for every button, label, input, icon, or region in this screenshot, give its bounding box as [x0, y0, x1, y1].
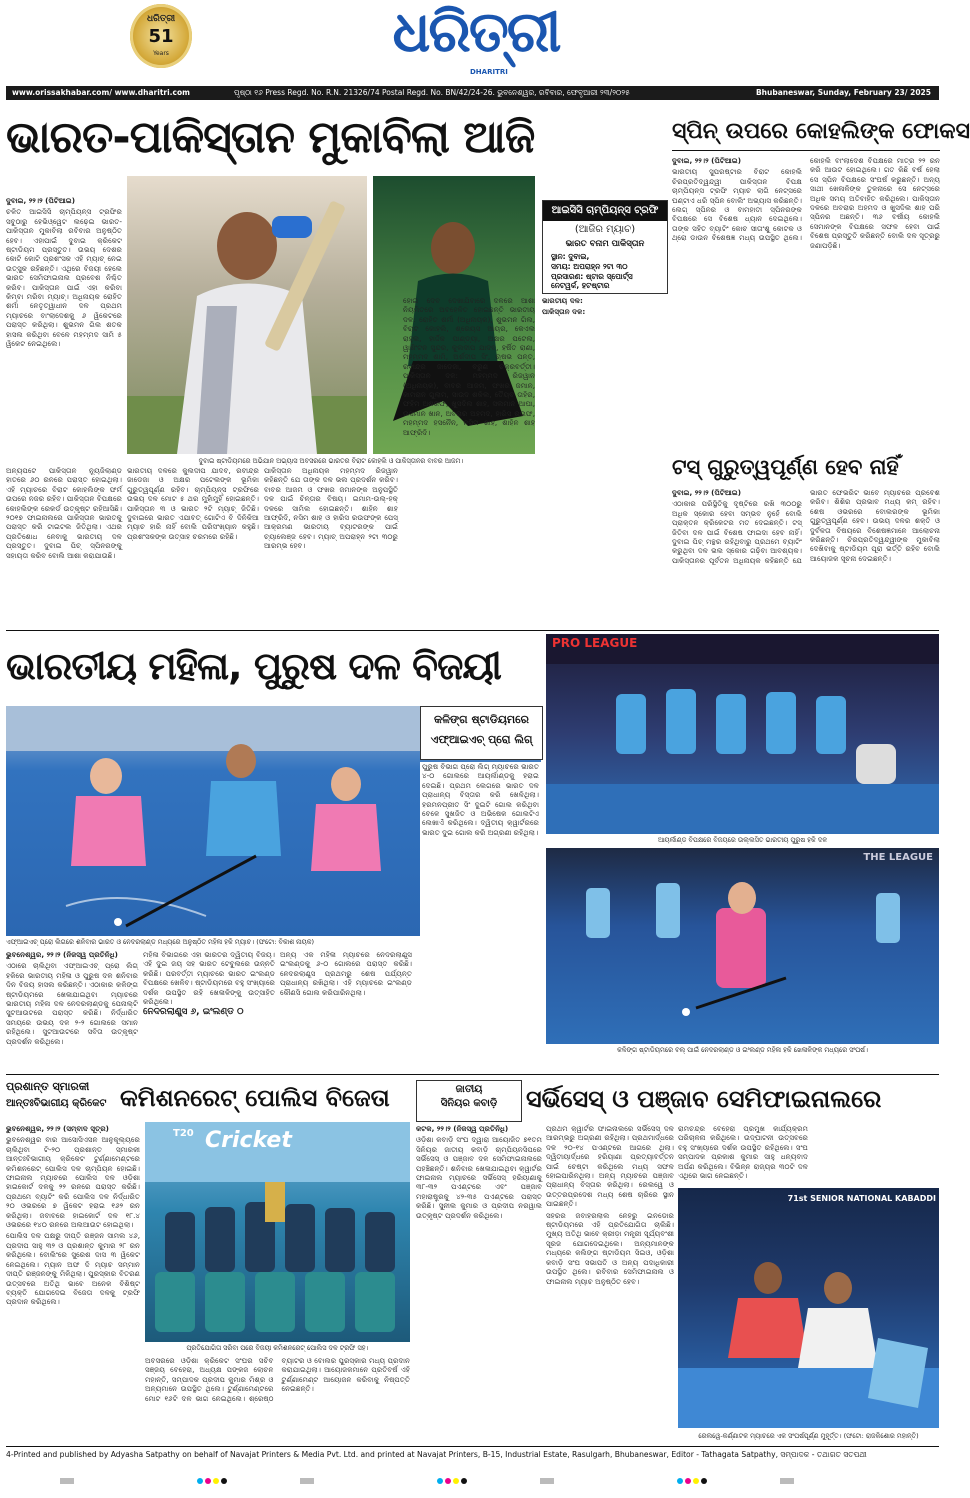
women-duel-figure [546, 848, 939, 1044]
main-headline: ଭାରତ-ପାକିସ୍ତାନ ମୁକାବିଲା ଆଜି [6, 112, 535, 163]
match-box-broadcast: ପ୍ରସାରଣ: ଷ୍ଟାର ସ୍ପୋର୍ଟ୍ସ ନେଟୱର୍କ, ହଟଷ୍ଟାର [551, 272, 633, 290]
cricket-photo-banner: Cricket [205, 1128, 292, 1153]
hockey-men-caption: ଆୟର୍ଲାଣ୍ଡ ବିପକ୍ଷରେ ବିଜୟରେ ଉଲ୍ଲସିତ ଭାରତୀୟ ପୁରୁଷ ହକି ଦଳ [657, 836, 828, 844]
main-photo-caption: ଦୁବାଇ ଷ୍ଟାଡିୟମରେ ଅଭିଯାନ ଅଭ୍ୟାସ ଅବସରରେ ଭାରତର ବିରାଟ କୋହଲି ଓ ପାକିସ୍ତାନର ବାବର ଆଜମ। [198, 457, 464, 465]
kabaddi-dateline: କଟକ, ୨୨।୨ (ନିଜସ୍ୱ ପ୍ରତିନିଧି) [416, 1124, 509, 1133]
kohli-text: ଭାରତୀୟ ସୁପରଷ୍ଟାର ବିରାଟ କୋହଲି ଚିରପ୍ରତିଦ୍ୱନ୍ଦ୍ୱୀ ପାକିସ୍ତାନ ବିପକ୍ଷ ଚାମ୍ପିୟନ୍ସ ଟ୍ରଫି ମ୍ୟାଚ ଲାଗି ନେଟ୍ସରେ ଘଣ୍ଟାଏ ଧରି ସ୍ପିନ ବୋଲିଂ ଅଭ୍ୟାସ କରିଛନ୍ତି। ଲେଗ୍ ସ୍ପିନର ଓ ବାମହାତୀ ସ୍ପିନରଙ୍କ ବିପକ୍ଷରେ ସେ ବିଶେଷ ଧ୍ୟାନ ଦେଇଥିଲେ। ତାଙ୍କ ସହିତ ବ୍ୟାଟିଂ କୋଚ ସୀତାଂଶୁ କୋଟକ ଓ ଥ୍ରୋ ଡାଉନ ବିଶେଷଜ୍ଞ ମଧ୍ୟ ଉପସ୍ଥିତ ଥିଲେ। କୋହଲି ବାଂଲାଦେଶ ବିପକ୍ଷରେ ମାତ୍ର ୨୨ ରନ କରି ଆଉଟ ହୋଇଥିଲେ। ଗତ କିଛି ବର୍ଷ ହେଲା ସେ ସ୍ପିନ ବିପକ୍ଷରେ ସଂଘର୍ଷ କରୁଛନ୍ତି। ଅନ୍ୟ ସାଥୀ ଖେଳାଳିଙ୍କ ତୁଳନାରେ ସେ ନେଟ୍ସରେ ଅଧିକ ସମୟ ଅତିବାହିତ କରିଥିଲେ। ପାକିସ୍ତାନ ଦଳରେ ଅବରାର ଅହମଦ ଓ ଖୁସଦିଲ ଶାହ ପରି ସ୍ପିନର ଅଛନ୍ତି। ୩୬ ବର୍ଷୀୟ କୋହଲି ସେମାନଙ୍କ ବିପକ୍ଷରେ ସଫଳ ହେବା ପାଇଁ ବିଶେଷ ପ୍ରସ୍ତୁତି କରିଛନ୍ତି ବୋଲି ଦଳ ସୂତ୍ରରୁ ଜଣାପଡ଼ିଛି। [672, 156, 940, 250]
hockey-women2-photo [546, 848, 939, 1044]
squads-text: ହୋଇ ଦେବ ଦେଖାଯିବାରେ ଦଳରେ ଆଶା ନିୟମିତରେ ଅବହେଳିତ ହୋଇଛନ୍ତି ଭାରତୀୟ ଦଳ: ରୋହିତ ଶର୍ମା (ଅଧିନାୟକ), ଶୁଭମନ ଗିଲ, ବିରାଟ କୋହଲି, ଶ୍ରେୟସ ଆୟର, କେଏଲ ରାହୁଲ, ହାର୍ଦ୍ଦିକ ପାଣ୍ଡ୍ୟା, ଅକ୍ଷର ପଟେଲ, ୱାଶିଂଟନ ସୁନ୍ଦର, କୁଲଦୀପ ଯାଦବ, ହର୍ଷିତ ରାଣା, ମହମ୍ମଦ ଶାମି, ଅର୍ଶଦୀପ ସିଂ, ଋଷଭ ପନ୍ତ, ରବୀନ୍ଦ୍ର ଜାଡେଜା, ବରୁଣ ଚକ୍ରବର୍ତ୍ତୀ। ପାକିସ୍ତାନ ଦଳ: ମହମ୍ମଦ ରିଜୱାନ (ଅଧିନାୟକ), ବାବର ଆଜମ, ଫଖର ଜମାନ, କାମରାନ ଗୁଲାମ, ସାଉଦ ଶକିଲ, ତୈୟବ ତାହିର, ଫହିମ ଅଶରଫ, ଖୁସଦିଲ ଶାହ, ସଲମାନ ଆଘା, ଉସମାନ ଖାନ, ଅବରାର ଅହମଦ, ହାରିସ ରଉଫ, ମହମ୍ମଦ ହସନୈନ, ନସିମ ଶାହ, ଶାହିନ ଶାହ ଆଫ୍ରିଦି। [403, 296, 535, 437]
squads-col [403, 296, 535, 626]
kabaddi-col-3 [678, 1124, 808, 1184]
badge-number: 51 [148, 26, 174, 47]
cricket-team-photo [145, 1122, 410, 1342]
pro-league-banner: PRO LEAGUE [552, 636, 638, 650]
kabaddi-players-figure [678, 1188, 939, 1428]
hockey-text-3: ମହିଳା ବିଭାଗରେ ଏହା ଭାରତର ଦ୍ୱିତୀୟ ବିଜୟ। ଏହି ଦୁଇ ଜୟ ସହ ଭାରତ ଟେବୁଲରେ ଉନ୍ନତି କରିଛି। ପରବର୍ତ୍ତୀ ମ୍ୟାଚରେ ଭାରତ ଇଂଲଣ୍ଡ ବିପକ୍ଷରେ ଖେଳିବ। ଷ୍ଟାଡିୟମରେ ବହୁ ସଂଖ୍ୟାରେ ଦର୍ଶକ ଉପସ୍ଥିତ ରହି ଖେଳାଳିଙ୍କୁ ଉତ୍ସାହିତ କରିଥିଲେ। [143, 950, 275, 1007]
match-info-box [542, 200, 668, 294]
cricket-kicker-line2: ଆନ୍ତଃବିଭାଗୀୟ କ୍ରିକେଟ [6, 1098, 107, 1109]
hockey-men-photo [546, 634, 939, 834]
registration-marks [0, 1470, 945, 1494]
main-story-col-4 [264, 466, 398, 626]
kabaddi-kicker [416, 1080, 522, 1122]
website-links[interactable]: www.orissakhabar.com/ www.dharitri.com [12, 88, 190, 97]
cricket-col-2 [145, 1356, 410, 1444]
hockey-women2-caption: କଳିଙ୍ଗ ଷ୍ଟାଡିୟମରେ ବଲ୍ ପାଇଁ ନେଦରଲାଣ୍ଡ ଓ ଇଂଲଣ୍ଡ ମହିଳା ହକି ଖେଳାଳିଙ୍କ ମଧ୍ୟରେ ସଂଘର୍ଷ। [617, 1046, 868, 1054]
squad-india-label: ଭାରତୀୟ ଦଳ: [542, 296, 583, 305]
match-box-time: ସମୟ: ଅପରାହ୍ନ ୨ଟା ୩୦ [551, 262, 628, 271]
hockey-main-caption: ଏଫ୍ଆଇଏଚ୍ ପ୍ରୋ ଲିଗରେ ଶନିବାର ଭାରତ ଓ ନେଦରଲାଣ୍ଡ ମଧ୍ୟରେ ଅନୁଷ୍ଠିତ ମହିଳା ହକି ମ୍ୟାଚ। (ଫଟୋ: ବିକାଶ ନାୟକ) [6, 938, 315, 946]
main-story-col-1 [6, 196, 122, 454]
toss-story-body [672, 488, 940, 626]
top-info-bar [6, 86, 939, 100]
main-dateline: ଦୁବାଇ, ୨୨।୨ (ପିଟିଆଇ) [6, 196, 76, 205]
kabaddi-text-4: ରାମଚନ୍ଦ୍ର ବେହେରା ପ୍ରମୁଖ କାର୍ଯ୍ୟକ୍ରମ ପରିଚାଳନା କରିଥିଲେ। ଉଦ୍‌ଘାଟନୀ ଉତ୍ସବରେ ବହୁ ସଂଖ୍ୟାରେ ଦର୍ଶକ ଉପସ୍ଥିତ ରହିଥିଲେ। ସଂଘ ସମ୍ପାଦକ ପ୍ରକାଶ କୁମାର ସାହୁ ଧନ୍ୟବାଦ ଅର୍ପଣ କରିଥିଲେ। ବିଭିନ୍ନ ରାଜ୍ୟର ୩୦ଟି ଦଳ ଏଥିରେ ଭାଗ ନେଇଛନ୍ତି। [678, 1124, 808, 1181]
newspaper-logo[interactable]: ଧରିତ୍ରୀ [392, 0, 560, 65]
badge-top-text: ଧରିତ୍ରୀ [146, 14, 176, 24]
kabaddi-headline: ସର୍ଭିସେସ୍ ଓ ପଞ୍ଜାବ ସେମିଫାଇନାଲରେ [526, 1085, 882, 1113]
main-text-4: ପାକିସ୍ତାନ ଅଧିନାୟକ ମହମ୍ମଦ ରିଜୱାନ କହିଛନ୍ତି ଯେ ତାଙ୍କ ଦଳ ଭଲ ପ୍ରଦର୍ଶନ କରିବ। ବାବର ଆଜମ ଓ ଫଖର ଜମାନଙ୍କ ଅନୁପସ୍ଥିତି ଦଳ ପାଇଁ ଚିନ୍ତାର ବିଷୟ। ଇମାମ-ଉଲ୍-ହକ୍ ଦଳରେ ସାମିଲ ହୋଇଛନ୍ତି। ଶାହିନ ଶାହ ଆଫ୍ରିଦି, ନସିମ ଶାହ ଓ ହାରିସ ରଉଫଙ୍କ ପେସ୍ ଆକ୍ରମଣ ଭାରତୀୟ ବ୍ୟାଟରଙ୍କ ପାଇଁ ଚ୍ୟାଲେଞ୍ଜ ହେବ। ମ୍ୟାଚ୍ ଅପରାହ୍ନ ୨ଟା ୩୦ରୁ ଆରମ୍ଭ ହେବ। [264, 466, 398, 551]
kohli-dateline: ଦୁବାଇ, ୨୨।୨ (ପିଟିଆଇ) [672, 156, 742, 165]
hockey-text-1: ଏଠାରେ ଚାଲିଥିବା ଏଫ୍ଆଇଏଚ୍ ପ୍ରୋ ଲିଗ୍ ହକିରେ ଭାରତୀୟ ମହିଳା ଓ ପୁରୁଷ ଦଳ ଶନିବାର ଦିନ ବିଜୟ ହାସଲ କରିଛନ୍ତି। ଏଠାକାର କଳିଙ୍ଗ ଷ୍ଟାଡିୟମରେ ଖେଳାଯାଇଥିବା ମ୍ୟାଚରେ ଭାରତୀୟ ମହିଳା ଦଳ ନେଦରଲାଣ୍ଡକୁ ପେନାଲ୍ଟି ସୁଟଆଉଟରେ ପରାସ୍ତ କରିଛି। ନିର୍ଦ୍ଧାରିତ ସମୟରେ ଉଭୟ ଦଳ ୨-୨ ଗୋଲରେ ସମାନ ରହିଥିଲେ। ସୁଟଆଉଟରେ ସବିତା ଉତ୍କୃଷ୍ଟ ପ୍ରଦର୍ଶନ କରିଥିଲେ। [6, 961, 138, 1046]
hockey-dateline: ଭୁବନେଶ୍ୱର, ୨୨।୨ (ନିଜସ୍ୱ ପ୍ରତିନିଧି) [6, 950, 118, 959]
cricket-photo-banner2: T20 [173, 1128, 194, 1139]
kabaddi-banner: 71st SENIOR NATIONAL KABADDI [787, 1194, 936, 1203]
logo-subtitle: DHARITRI [470, 68, 508, 76]
kabaddi-text-3: ସହରର ଜବାହରଲାଲ ନେହରୁ ଇନଡୋର ଷ୍ଟାଡିୟମରେ ଏହି ପ୍ରତିଯୋଗିତା ଚାଲିଛି। ମୁଖ୍ୟ ଅତିଥି ଭାବେ କ୍ରୀଡ଼ା ମନ୍ତ୍ରୀ ସୂର୍ଯ୍ୟବଂଶୀ ସୂରଜ ଯୋଗଦେଇଥିଲେ। ଅନ୍ୟମାନଙ୍କ ମଧ୍ୟରେ କଲିଙ୍ଗ ଷ୍ଟାଡିୟମ ସିଇଓ, ଓଡ଼ିଶା କବାଡ଼ି ସଂଘ ସଭାପତି ଓ ଅନ୍ୟ ପଦାଧିକାରୀ ଉପସ୍ଥିତ ଥିଲେ। ରବିବାର ସେମିଫାଇନାଲ ଓ ଫାଇନାଲ ମ୍ୟାଚ ଅନୁଷ୍ଠିତ ହେବ। [546, 1210, 674, 1286]
cricket-text-1: ଭୁବନେଶ୍ୱର ବାର ଆସୋସିଏସନ ଆନୁକୂଲ୍ୟରେ ଚାଲିଥିବା ଟି-୨୦ ପ୍ରଶାନ୍ତ ସ୍ମାରକୀ ଆନ୍ତଃବିଭାଗୀୟ କ୍ରିକେଟ ଟୁର୍ଣ୍ଣାମେଣ୍ଟରେ କମିଶନରେଟ୍ ପୋଲିସ ଦଳ ଚାମ୍ପିୟନ ହୋଇଛି। ଫାଇନାଲ ମ୍ୟାଚରେ ପୋଲିସ ଦଳ ଓଡ଼ିଶା ହାଇକୋର୍ଟ ଦଳକୁ ୨୨ ରନରେ ପରାସ୍ତ କରିଛି। ପ୍ରଥମେ ବ୍ୟାଟିଂ କରି ପୋଲିସ ଦଳ ନିର୍ଦ୍ଧାରିତ ୨୦ ଓଭରରେ ୭ ୱିକେଟ ହରାଇ ୧୬୨ ରନ କରିଥିଲା। ଜବାବରେ ହାଇକୋର୍ଟ ଦଳ ୧୮.୪ ଓଭରରେ ୧୪୦ ରନରେ ଅଲଆଉଟ ହୋଇଥିଲା। [6, 1135, 140, 1230]
match-box-title: ଆଇସିସି ଚାମ୍ପିୟନ୍ସ ଟ୍ରଫି [543, 201, 667, 221]
kabaddi-col-2 [546, 1124, 674, 1444]
toss-headline: ଟସ୍ ଗୁରୁତ୍ୱପୂର୍ଣ୍ଣ ହେବ ନାହିଁ [672, 455, 899, 479]
kohli-photo [127, 176, 367, 454]
hockey-headline: ଭାରତୀୟ ମହିଳା, ପୁରୁଷ ଦଳ ବିଜୟୀ [6, 644, 501, 688]
anniversary-badge [130, 4, 192, 68]
kabaddi-kicker-line2: ସିନିୟର କବାଡ଼ି [440, 1098, 498, 1109]
cricket-kicker [6, 1080, 116, 1120]
match-box-subtitle: (ଆଜିର ମ୍ୟାଚ) [574, 224, 636, 235]
hockey-kicker-line2: ଏଫ୍ଆଇଏଚ୍ ପ୍ରୋ ଲିଗ୍ [430, 733, 533, 746]
cricket-text-2: ପୋଲିସ ଦଳ ପକ୍ଷରୁ ଦୀପ୍ତି ରଞ୍ଜନ ସାମଲ ୪୬, ପ୍ରଦୀପ ସାହୁ ୩୨ ଓ ପ୍ରଶାନ୍ତ କୁମାର ୨୮ ରନ କରିଥିଲେ। ବୋଲିଂରେ ସୁରେଶ ଦାସ ୩ ୱିକେଟ ନେଇଥିଲେ। ମ୍ୟାନ ଅଫ ଦି ମ୍ୟାଚ ସମ୍ମାନ ଦୀପ୍ତି ରଞ୍ଜନଙ୍କୁ ମିଳିଥିଲା। ପୁରସ୍କାର ବିତରଣ ଉତ୍ସବରେ ଅତିଥି ଭାବେ ଅନେକ ବିଶିଷ୍ଟ ବ୍ୟକ୍ତି ଯୋଗଦେଇ ବିଜେତା ଦଳକୁ ଟ୍ରଫି ପ୍ରଦାନ କରିଥିଲେ। [6, 1231, 140, 1307]
men-team-celebration-figure [546, 634, 939, 834]
hockey-text-2: ପୁରୁଷ ବିଭାଗ ପ୍ରୋ ଲିଗ୍ ମ୍ୟାଚରେ ଭାରତ ୪-୦ ଗୋଲରେ ଆୟର୍ଲାଣ୍ଡକୁ ହରାଇ ଦେଇଛି। ପ୍ରଥମ ଲେଗରେ ଭାରତ ଦଳ ପ୍ରାଧାନ୍ୟ ବିସ୍ତାର କରି ଖେଳିଥିଲା। ହରମନପ୍ରୀତ ସିଂ ଦୁଇଟି ଗୋଲ କରିଥିବା ବେଳେ ସୁଖଜିତ ଓ ଅଭିଷେକ ଗୋଲଟିଏ ଲେଖାଏଁ କରିଥିଲେ। ଦ୍ୱିତୀୟ କ୍ୱାର୍ଟରରେ ଭାରତ ଦୁଇ ଗୋଲ କରି ଅଗ୍ରଣୀ ରହିଥିଲା। [422, 762, 539, 837]
kabaddi-kicker-line1: ଜାତୀୟ [455, 1084, 483, 1095]
main-story-col-2 [6, 466, 122, 626]
match-box-teams: ଭାରତ ବନାମ ପାକିସ୍ତାନ [565, 239, 645, 249]
hockey-kicker-line1: କଳିଙ୍ଗ ଷ୍ଟାଡିୟମରେ [433, 713, 529, 726]
toss-text: ଏଠାକାର ପରିସ୍ଥିତିକୁ ଦୃଷ୍ଟିରେ ରଖି ୩୦୦ରୁ ଅଧିକ ସ୍କୋର ହେବା ସମ୍ଭବ ନୁହେଁ ବୋଲି ପ୍ରାକ୍ତନ କ୍ରିକେଟର ମତ ଦେଇଛନ୍ତି। ଟସ୍ ଜିତିବା ଦଳ ପାଇଁ ବିଶେଷ ଫାଇଦା ହେବ ନାହିଁ। ଦୁବାଇ ପିଚ୍ ମନ୍ଥର ରହିଥିବାରୁ ପ୍ରଥମେ ବ୍ୟାଟିଂ କରୁଥିବା ଦଳ ଭଲ ସ୍କୋର ଗଢ଼ିବା ଆବଶ୍ୟକ। ପାକିସ୍ତାନର ପୂର୍ବତନ ଅଧିନାୟକ କହିଛନ୍ତି ଯେ ଭାରତ ଫେଭରିଟ ଭାବେ ମ୍ୟାଚରେ ପ୍ରବେଶ କରିବ। ଶିଶିର ପ୍ରଭାବ ମଧ୍ୟ କମ୍ ରହିବ। ଶେଷ ଓଭରରେ ବୋଲରଙ୍କ ଭୂମିକା ଗୁରୁତ୍ୱପୂର୍ଣ୍ଣ ହେବ। ଉଭୟ ଦଳର ଶକ୍ତି ଓ ଦୁର୍ବଳତା ବିଷୟରେ ବିଶେଷଜ୍ଞମାନେ ଆଲୋଚନା କରିଛନ୍ତି। ଚିରପ୍ରତିଦ୍ୱନ୍ଦ୍ୱୀଙ୍କ ମୁକାବିଲା ଦେଖିବାକୁ ଷ୍ଟାଡିୟମ ପୂରା ଭର୍ତ୍ତି ରହିବ ବୋଲି ଆୟୋଜକ ସୂଚନା ଦେଇଛନ୍ତି। [672, 488, 940, 565]
squad-pak-label: ପାକିସ୍ତାନ ଦଳ: [542, 307, 586, 317]
edition-date: Bhubaneswar, Sunday, February 23/ 2025 [755, 88, 931, 97]
kabaddi-text-2: ପ୍ରଥମ କ୍ୱାର୍ଟର ଫାଇନାଲରେ ସର୍ଭିସେସ୍ ଦଳ ଆରମ୍ଭରୁ ଅଗ୍ରଣୀ ରହିଥିଲା। ପ୍ରଥମାର୍ଦ୍ଧରେ ଦଳ ୨୦-୧୪ ପଏଣ୍ଟରେ ଆଗରେ ଥିଲା। ଦ୍ୱିତୀୟାର୍ଦ୍ଧରେ ହରିୟାଣା ପ୍ରତ୍ୟାବର୍ତ୍ତନ ପାଇଁ ଚେଷ୍ଟା କରିଥିଲେ ମଧ୍ୟ ସଫଳ ହୋଇପାରିନଥିଲା। ଅନ୍ୟ ମ୍ୟାଚରେ ପଞ୍ଜାବ ପ୍ରାଧାନ୍ୟ ବିସ୍ତାର କରିଥିଲା। ରେଲୱେ ଓ ଉତ୍ତରପ୍ରଦେଶ ମଧ୍ୟ ଶେଷ ଚାରିରେ ସ୍ଥାନ ପାଇଛନ୍ତି। [546, 1124, 674, 1209]
cricket-text-3: ଅବସରରେ ଓଡ଼ିଶା କ୍ରିକେଟ ସଂଘର ସଚିବ ସଞ୍ଜୟ ବେହେରା, ଅଧ୍ୟକ୍ଷ ପଙ୍କଜ ଲୋଚନ ମହାନ୍ତି, ସମ୍ପାଦକ ପ୍ରଦୀପ କୁମାର ମିଶ୍ର ଓ ଅନ୍ୟମାନେ ଉପସ୍ଥିତ ଥିଲେ। ଟୁର୍ଣ୍ଣାମେଣ୍ଟରେ ମୋଟ ୧୬ଟି ଦଳ ଭାଗ ନେଇଥିଲେ। ଶ୍ରେଷ୍ଠ ବ୍ୟାଟର ଓ ବୋଲର ପୁରସ୍କାର ମଧ୍ୟ ପ୍ରଦାନ କରାଯାଇଥିଲା। ଆୟୋଜକମାନେ ପ୍ରତିବର୍ଷ ଏହି ଟୁର୍ଣ୍ଣାମେଣ୍ଟ ଆୟୋଜନ କରିବାକୁ ନିଷ୍ପତ୍ତି ନେଇଛନ୍ତି। [145, 1356, 410, 1403]
hockey-col-2 [143, 950, 275, 1072]
color-registration-strip [0, 1470, 945, 1494]
footer-rule [6, 1446, 939, 1447]
footer-imprint: 4-Printed and published by Adyasha Satpathy on behalf of Navajat Printers & Media Pvt. Ltd. and printed at Navajat Printers, B-15, Industrial Estate, Rasulgarh, Bhubaneswar, Editor - Tathagata Satpathy, ସମ୍ପାଦକ - ତଥାଗତ ସତପଥୀ [6, 1450, 867, 1459]
squads-col-2 [542, 296, 666, 626]
main-text-2: ଅନ୍ୟପଟେ ପାକିସ୍ତାନ ନ୍ୟୁଜିଲାଣ୍ଡ ହାତରେ ୬୦ ରନରେ ପରାସ୍ତ ହୋଇଥିଲା। ଏହି ମ୍ୟାଚରେ ବିରାଟ କୋହଲିଙ୍କ ଫର୍ମ ଉପରେ ନଜର ରହିବ। ପାକିସ୍ତାନ ବିପକ୍ଷରେ କୋହଲିଙ୍କ ରେକର୍ଡ ଉତ୍କୃଷ୍ଟ ରହିଆସିଛି। ୨୦୧୭ ଫାଇନାଲରେ ପାକିସ୍ତାନ ଭାରତକୁ ପରାସ୍ତ କରି ଟାଇଟଲ ଜିତିଥିଲା। ଏଥର ପ୍ରତିଶୋଧ ନେବାକୁ ଭାରତୀୟ ଦଳ ପ୍ରସ୍ତୁତ। ଦୁବାଇ ପିଚ୍ ସ୍ପିନରଙ୍କୁ ସହାୟତା କରିବ ବୋଲି ଆଶା କରାଯାଉଛି। [6, 466, 122, 560]
kohli-rule [672, 150, 940, 151]
main-story-col-3 [127, 466, 259, 626]
badge-years: Years [153, 50, 169, 57]
cricket-caption: ପ୍ରତିଯୋଗିତା ସରିବା ପରେ ବିଜୟୀ କମିଶନରେଟ୍ ପୋଲିସ ଦଳ ଟ୍ରଫି ସହ। [186, 1344, 369, 1352]
main-text-1: ଚଳିତ ଆଇସିସି ଚାମ୍ପିୟନ୍ସ ଟ୍ରଫିର ସବୁଠାରୁ ହେଭିଓ୍ୱେଟ ଲଢ଼େଇ ଭାରତ-ପାକିସ୍ତାନ ମୁକାବିଲା ରବିବାର ଅନୁଷ୍ଠିତ ହେବ। ଏହାପାଇଁ ଦୁବାଇ କ୍ରିକେଟ ଷ୍ଟାଡିୟମ ପ୍ରସ୍ତୁତ। ଉଭୟ ଦେଶର କୋଟି କୋଟି ପ୍ରଶଂସକ ଏହି ମ୍ୟାଚ୍ ନେଇ ଉତ୍ସୁକ ରହିଛନ୍ତି। ଏଥିରେ ବିଜୟୀ ହେଲେ ଭାରତ ସେମିଫାଇନାଲ ପ୍ରବେଶ ନିଶ୍ଚିତ କରିବ। ପାକିସ୍ତାନ ପାଇଁ ଏହା କରିବା କିମ୍ବା ମରିବା ମ୍ୟାଚ୍। ଅଧିନାୟକ ରୋହିତ ଶର୍ମା ନେତୃତ୍ୱାଧୀନ ଦଳ ପ୍ରଥମ ମ୍ୟାଚରେ ବାଂଲାଦେଶକୁ ୬ ୱିକେଟରେ ପରାସ୍ତ କରିଥିଲା। ଶୁଭମନ ଗିଲ ଶତକ ହାସଲ କରିଥିବା ବେଳେ ମହମ୍ମଦ ସାମି ୫ ୱିକେଟ ନେଇଥିଲେ। [6, 207, 122, 349]
kabaddi-caption: ରେଲୱେ-କର୍ଣ୍ଣାଟକ ମ୍ୟାଚରେ ଏକ ସଂଘର୍ଷପୂର୍ଣ୍ଣ ମୁହୂର୍ତ୍ତ। (ଫଟୋ: ରାଜକିଶୋର ମହାନ୍ତି) [698, 1432, 919, 1440]
masthead [0, 0, 945, 88]
cricket-headline: କମିଶନରେଟ୍ ପୋଲିସ ବିଜେତା [120, 1084, 390, 1112]
toss-dateline: ଦୁବାଇ, ୨୨।୨ (ପିଟିଆଇ) [672, 488, 742, 497]
hockey-col-1 [6, 950, 138, 1072]
kohli-story-body [672, 156, 940, 446]
kohli-batting-figure [127, 176, 367, 454]
the-league-banner: THE LEAGUE [863, 852, 933, 863]
hockey-result: ନେଦରଲାଣ୍ଡ୍ସ ୬, ଇଂଲଣ୍ଡ ୦ [143, 1007, 244, 1018]
hockey-text-4: ଅନ୍ୟ ଏକ ମହିଳା ମ୍ୟାଚରେ ନେଦରଲାଣ୍ଡ୍ସ ଇଂଲଣ୍ଡକୁ ୬-୦ ଗୋଲରେ ପରାସ୍ତ କରିଛି। ନେଦରଲାଣ୍ଡ୍ସ ପ୍ରଥମରୁ ଶେଷ ପର୍ଯ୍ୟନ୍ତ ପ୍ରାଧାନ୍ୟ ରଖିଥିଲା। ଏହି ମ୍ୟାଚରେ ଇଂଲଣ୍ଡ କୌଣସି ଗୋଲ କରିପାରିନଥିଲା। [280, 950, 412, 997]
cricket-dateline: ଭୁବନେଶ୍ୱର, ୨୨।୨ (ସମ୍ବାଦ ସୂତ୍ର) [6, 1124, 109, 1133]
kabaddi-col-1 [416, 1124, 542, 1444]
cricket-kicker-line1: ପ୍ରଶାନ୍ତ ସ୍ମାରକୀ [6, 1080, 90, 1093]
kabaddi-photo [678, 1188, 939, 1428]
hockey-col-3 [280, 950, 412, 1072]
hockey-col-men [420, 762, 541, 936]
kabaddi-text-1: ଓଡ଼ିଶା କବାଡ଼ି ସଂଘ ଦ୍ୱାରା ଆୟୋଜିତ ୭୧ତମ ସିନିୟର ଜାତୀୟ କବାଡ଼ି ଚାମ୍ପିୟନସିପରେ ସର୍ଭିସେସ୍ ଓ ପଞ୍ଜାବ ଦଳ ସେମିଫାଇନାଲରେ ପହଞ୍ଚିଛନ୍ତି। ଶନିବାର ଖେଳାଯାଇଥିବା କ୍ୱାର୍ଟର ଫାଇନାଲ ମ୍ୟାଚରେ ସର୍ଭିସେସ୍ ହରିୟାଣାକୁ ୩୮-୩୨ ପଏଣ୍ଟରେ ଏବଂ ପଞ୍ଜାବ ମହାରାଷ୍ଟ୍ରକୁ ୪୨-୩୫ ପଏଣ୍ଟରେ ପରାସ୍ତ କରିଛି। ସୁନୀଲ କୁମାର ଓ ପ୍ରଦୀପ ନରୱାଲ ଉତ୍କୃଷ୍ଟ ପ୍ରଦର୍ଶନ କରିଥିଲେ। [416, 1135, 542, 1220]
section-divider-1 [6, 630, 939, 631]
match-box-venue: ସ୍ଥାନ: ଦୁବାଇ, [551, 252, 590, 261]
main-text-3: ଭାରତୀୟ ଦଳରେ କୁଲଦୀପ ଯାଦବ, ରବୀନ୍ଦ୍ର ଜାଡେଜା ଓ ଅକ୍ଷର ପଟେଲଙ୍କ ଭୂମିକା ଗୁରୁତ୍ୱପୂର୍ଣ୍ଣ ରହିବ। ଚାମ୍ପିୟନ୍ସ ଟ୍ରଫିରେ ଉଭୟ ଦଳ ମୋଟ ୫ ଥର ମୁହାଁମୁହିଁ ହୋଇଛନ୍ତି। ପାକିସ୍ତାନ ୩ ଓ ଭାରତ ୨ଟି ମ୍ୟାଚ୍ ଜିତିଛି। ଦୁବାଇରେ ଭାରତ ଏଯାବତ୍ ଗୋଟିଏ ବି ଦିନିକିଆ ମ୍ୟାଚ ହାରି ନାହିଁ ବୋଲି ପରିସଂଖ୍ୟାନ କହୁଛି। ପ୍ରଶଂସକଙ୍କ ଉତ୍ସାହ ଚରମରେ ରହିଛି। [127, 466, 259, 541]
registration-info: ପୃଷ୍ଠା ୧୬ Press Regd. No. R.N. 21326/74 Postal Regd. No. BN/42/24-26. ଭୁବନେଶ୍ୱର, ରବିବାର, ଫେବୃଆରୀ ୨୩/୨୦୨୫ [234, 88, 630, 97]
cricket-col-1 [6, 1124, 140, 1444]
section-divider-2 [6, 1074, 939, 1075]
kohli-headline: ସ୍ପିନ୍ ଉପରେ କୋହଲିଙ୍କ ଫୋକସ [672, 119, 970, 144]
team-group-figure [145, 1122, 410, 1342]
hockey-kicker [420, 706, 543, 760]
